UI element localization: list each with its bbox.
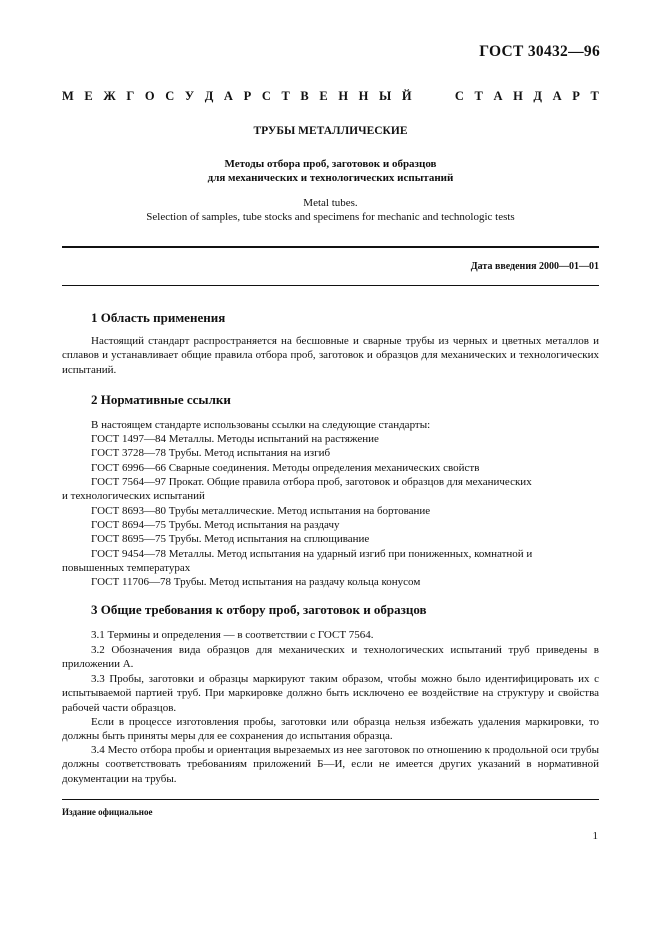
banner-letter: С [165, 89, 175, 103]
reference-item: ГОСТ 6996—66 Сварные соединения. Методы определения механических свойств [91, 462, 480, 474]
reference-item: ГОСТ 9454—78 Металлы. Метод испытания на ударный изгиб при пониженных, комнатной и [91, 548, 533, 560]
divider [62, 285, 599, 286]
banner-letter: М [62, 89, 74, 103]
banner-letter: А [552, 89, 562, 103]
interstate-standard-banner [62, 89, 599, 104]
reference-item-continuation: и технологических испытаний [62, 490, 205, 502]
section-paragraph [62, 672, 599, 715]
footer-divider [62, 799, 599, 800]
banner-letter: С [261, 89, 271, 103]
banner-letter: Ы [379, 89, 392, 103]
edition-note: Издание официальное [62, 807, 153, 817]
paragraph-text: 3.2 Обозначения вида образцов для механических и технологических испытаний труб приведены в приложении А. [62, 644, 599, 671]
paragraph-text: 3.4 Место отбора пробы и ориентация вырезаемых из нее заготовок по отношению к продольной оси трубы должны соответствовать требованиям приложений Б—И, если не имеется других указаний в нормативной документации на трубы. [62, 744, 599, 785]
banner-letter: Е [319, 89, 328, 103]
banner-letter: Д [204, 89, 214, 103]
references-intro: В настоящем стандарте использованы ссылки на следующие стандарты: [91, 419, 431, 431]
banner-letter: Ж [103, 89, 116, 103]
section-paragraph [62, 628, 599, 642]
reference-item: ГОСТ 8694—75 Трубы. Метод испытания на раздачу [91, 519, 340, 531]
page-number: 1 [592, 830, 598, 842]
reference-item: ГОСТ 8693—80 Трубы металлические. Метод испытания на бортование [91, 505, 431, 517]
section-paragraph [62, 643, 599, 672]
paragraph-text: Настоящий стандарт распространяется на бесшовные и сварные трубы из черных и цветных металлов и сплавов и устанавливает общие правила отбора проб, заготовок и образцов для механических и технологических испытаний. [62, 335, 599, 376]
banner-word-gap [422, 89, 444, 104]
banner-letter: Р [572, 89, 580, 103]
banner-letter: Т [281, 89, 290, 103]
reference-item: ГОСТ 3728—78 Трубы. Метод испытания на изгиб [91, 447, 331, 459]
reference-item: ГОСТ 11706—78 Трубы. Метод испытания на раздачу кольца конусом [91, 576, 421, 588]
paragraph-text: Если в процессе изготовления пробы, заготовки или образца нельзя избежать удаления маркировки, то должны быть приняты меры для ее сохранения до испытания образца. [62, 716, 599, 743]
banner-letter: А [223, 89, 233, 103]
banner-letter: Т [590, 89, 599, 103]
banner-letter: С [454, 89, 464, 103]
banner-letter: Н [338, 89, 349, 103]
section-heading-general-requirements: 3 Общие требования к отбору проб, заготовок и образцов [91, 602, 427, 617]
reference-item: ГОСТ 8695—75 Трубы. Метод испытания на сплющивание [91, 533, 370, 545]
document-subtitle [0, 157, 661, 185]
reference-item-continuation: повышенных температурах [62, 562, 191, 574]
document-title: ТРУБЫ МЕТАЛЛИЧЕСКИЕ [253, 125, 408, 137]
banner-letter: Т [474, 89, 483, 103]
section-paragraph [62, 743, 599, 786]
banner-letter: А [493, 89, 503, 103]
banner-letter: У [184, 89, 195, 103]
paragraph-text: 3.3 Пробы, заготовки и образцы маркируют таким образом, чтобы можно было идентифицировать их с испытываемой партией труб. При маркировке должно быть исключено ее воздействие на структуру и свойства рабочей части образцов. [62, 673, 599, 714]
section-heading-references: 2 Нормативные ссылки [91, 392, 231, 407]
reference-item: ГОСТ 7564—97 Прокат. Общие правила отбора проб, заготовок и образцов для механических [91, 476, 532, 488]
banner-letter: Г [126, 89, 135, 103]
paragraph-text: 3.1 Термины и определения — в соответствии с ГОСТ 7564. [91, 629, 374, 641]
english-title-line: Selection of samples, tube stocks and specimens for mechanic and technologic tests [146, 211, 515, 223]
english-title-line: Metal tubes. [303, 197, 358, 209]
banner-letter: О [144, 89, 155, 103]
reference-item: ГОСТ 1497—84 Металлы. Методы испытаний на растяжение [91, 433, 379, 445]
subtitle-line: Методы отбора проб, заготовок и образцов [224, 158, 437, 170]
subtitle-line: для механических и технологических испытаний [207, 172, 454, 184]
banner-letter: Й [401, 89, 412, 103]
introduction-date: Дата введения 2000—01—01 [470, 261, 599, 272]
section-heading-scope: 1 Область применения [91, 310, 226, 325]
english-title [0, 196, 661, 224]
banner-letter: Н [358, 89, 369, 103]
document-code: ГОСТ 30432—96 [479, 43, 600, 60]
banner-letter: Н [513, 89, 523, 103]
divider-thick [62, 246, 599, 248]
section-paragraph [62, 715, 599, 744]
banner-letter: Е [84, 89, 93, 103]
banner-letter: Д [533, 89, 543, 103]
section-paragraph [62, 334, 599, 377]
banner-letter: В [300, 89, 309, 103]
banner-letter: Р [243, 89, 252, 103]
